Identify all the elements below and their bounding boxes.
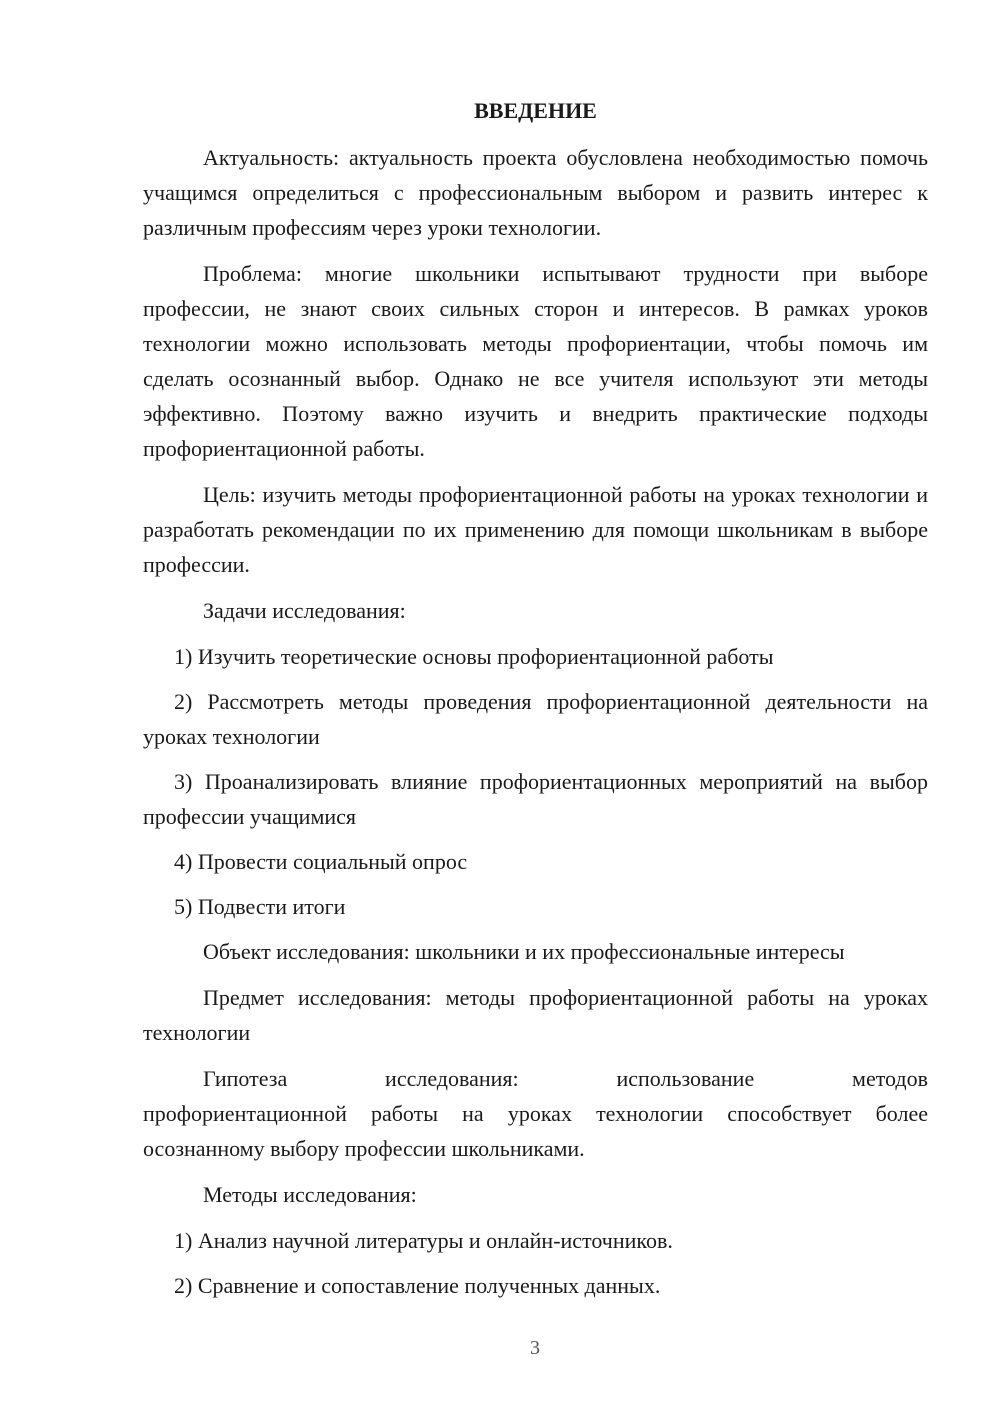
task-item: 1) Изучить теоретические основы профориентационной работы <box>174 644 774 669</box>
hypothesis-paragraph <box>143 1061 928 1166</box>
task-item: 5) Подвести итоги <box>174 894 346 919</box>
method-item: 1) Анализ научной литературы и онлайн-источников. <box>174 1228 673 1253</box>
tasks-title: Задачи исследования: <box>203 598 406 623</box>
relevance-paragraph: Актуальность: актуальность проекта обусловлена необходимостью помочь учащимся определиться с профессиональным выбором и развить интерес к различным профессиям через уроки технологии. <box>143 145 928 240</box>
methods-title: Методы исследования: <box>203 1182 417 1207</box>
task-item: 4) Провести социальный опрос <box>174 849 468 874</box>
page-number: 3 <box>530 1337 540 1359</box>
section-heading: ВВЕДЕНИЕ <box>474 98 597 123</box>
object-paragraph: Объект исследования: школьники и их профессиональные интересы <box>203 939 845 964</box>
problem-paragraph: Проблема: многие школьники испытывают трудности при выборе профессии, не знают своих сильных сторон и интересов. В рамках уроков технологии можно использовать методы профориентации, чтобы помочь им сделать осознанный выбор. Однако не все учителя используют эти методы эффективно. Поэтому важно изучить и внедрить практические подходы профориентационной работы. <box>143 261 928 461</box>
hypothesis-line-2: профориентационной работы на уроках технологии способствует более осознанному выбору профессии школьниками. <box>143 1101 928 1161</box>
document-page <box>143 96 928 1313</box>
goal-paragraph: Цель: изучить методы профориентационной работы на уроках технологии и разработать рекомендации по их применению для помощи школьникам в выборе профессии. <box>143 482 928 577</box>
method-item: 2) Сравнение и сопоставление полученных данных. <box>174 1273 661 1298</box>
hypothesis-line-1: Гипотеза исследования: использование методов <box>203 1066 928 1091</box>
task-item: 2) Рассмотреть методы проведения профориентационной деятельности на уроках технологии <box>143 689 928 749</box>
subject-paragraph: Предмет исследования: методы профориентационной работы на уроках технологии <box>143 985 928 1045</box>
task-item: 3) Проанализировать влияние профориентационных мероприятий на выбор профессии учащимися <box>143 769 928 829</box>
